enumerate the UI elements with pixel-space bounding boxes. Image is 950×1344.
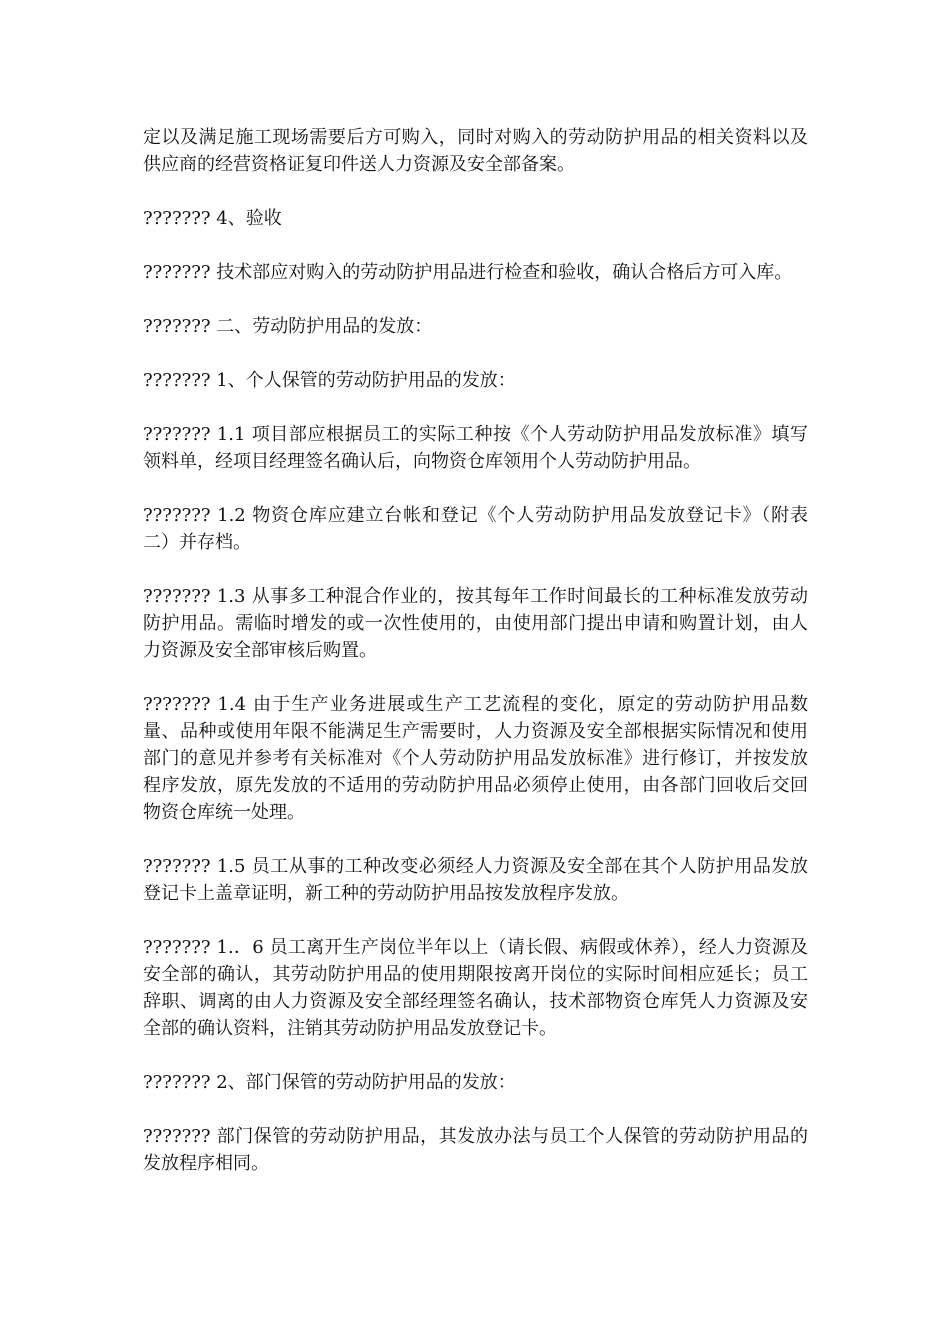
paragraph-1-6: ??????? 1.．6 员工离开生产岗位半年以上（请长假、病假或休养），经人力资源及安全部的确认，其劳动防护用品的使用期限按离开岗位的实际时间相应延长；员工辞职、调离的由人力资源及安全部经理签名确认，技术部物资仓库凭人力资源及安全部的确认资料，注销其劳动防护用品发放登记卡。 (143, 937, 808, 1039)
paragraph-1-5: ??????? 1.5 员工从事的工种改变必须经人力资源及安全部在其个人防护用品发放登记卡上盖章证明，新工种的劳动防护用品按发放程序发放。 (143, 856, 808, 904)
paragraph-1-4: ??????? 1.4 由于生产业务进展或生产工艺流程的变化，原定的劳动防护用品数量、品种或使用年限不能满足生产需要时，人力资源及安全部根据实际情况和使用部门的意见并参考有关标准对《个人劳动防护用品发放标准》进行修订，并按发放程序发放，原先发放的不适用的劳动防护用品必须停止使用，由各部门回收后交回物资仓库统一处理。 (143, 694, 808, 823)
paragraph-acceptance: ??????? 技术部应对购入的劳动防护用品进行检查和验收，确认合格后方可入库。 (143, 262, 793, 283)
paragraph-1-3: ??????? 1.3 从事多工种混合作业的，按其每年工作时间最长的工种标准发放劳动防护用品。需临时增发的或一次性使用的，由使用部门提出申请和购置计划，由人力资源及安全部审核后购置。 (143, 586, 808, 661)
heading-personal-distribution: ??????? 1、个人保管的劳动防护用品的发放： (143, 370, 516, 391)
paragraph-department-distribution: ??????? 部门保管的劳动防护用品，其发放办法与员工个人保管的劳动防护用品的发放程序相同。 (143, 1126, 808, 1174)
heading-distribution: ??????? 二、劳动防护用品的发放： (143, 316, 433, 337)
paragraph-procurement-filing: 定以及满足施工现场需要后方可购入，同时对购入的劳动防护用品的相关资料以及供应商的经营资格证复印件送人力资源及安全部备案。 (143, 127, 808, 175)
heading-acceptance: ??????? 4、验收 (143, 208, 282, 229)
document-body (143, 124, 808, 1204)
paragraph-1-1: ??????? 1.1 项目部应根据员工的实际工种按《个人劳动防护用品发放标准》填写领料单，经项目经理签名确认后，向物资仓库领用个人劳动防护用品。 (143, 424, 808, 472)
paragraph-1-2: ??????? 1.2 物资仓库应建立台帐和登记《个人劳动防护用品发放登记卡》（附表二）并存档。 (143, 505, 808, 553)
heading-department-distribution: ??????? 2、部门保管的劳动防护用品的发放： (143, 1072, 516, 1093)
